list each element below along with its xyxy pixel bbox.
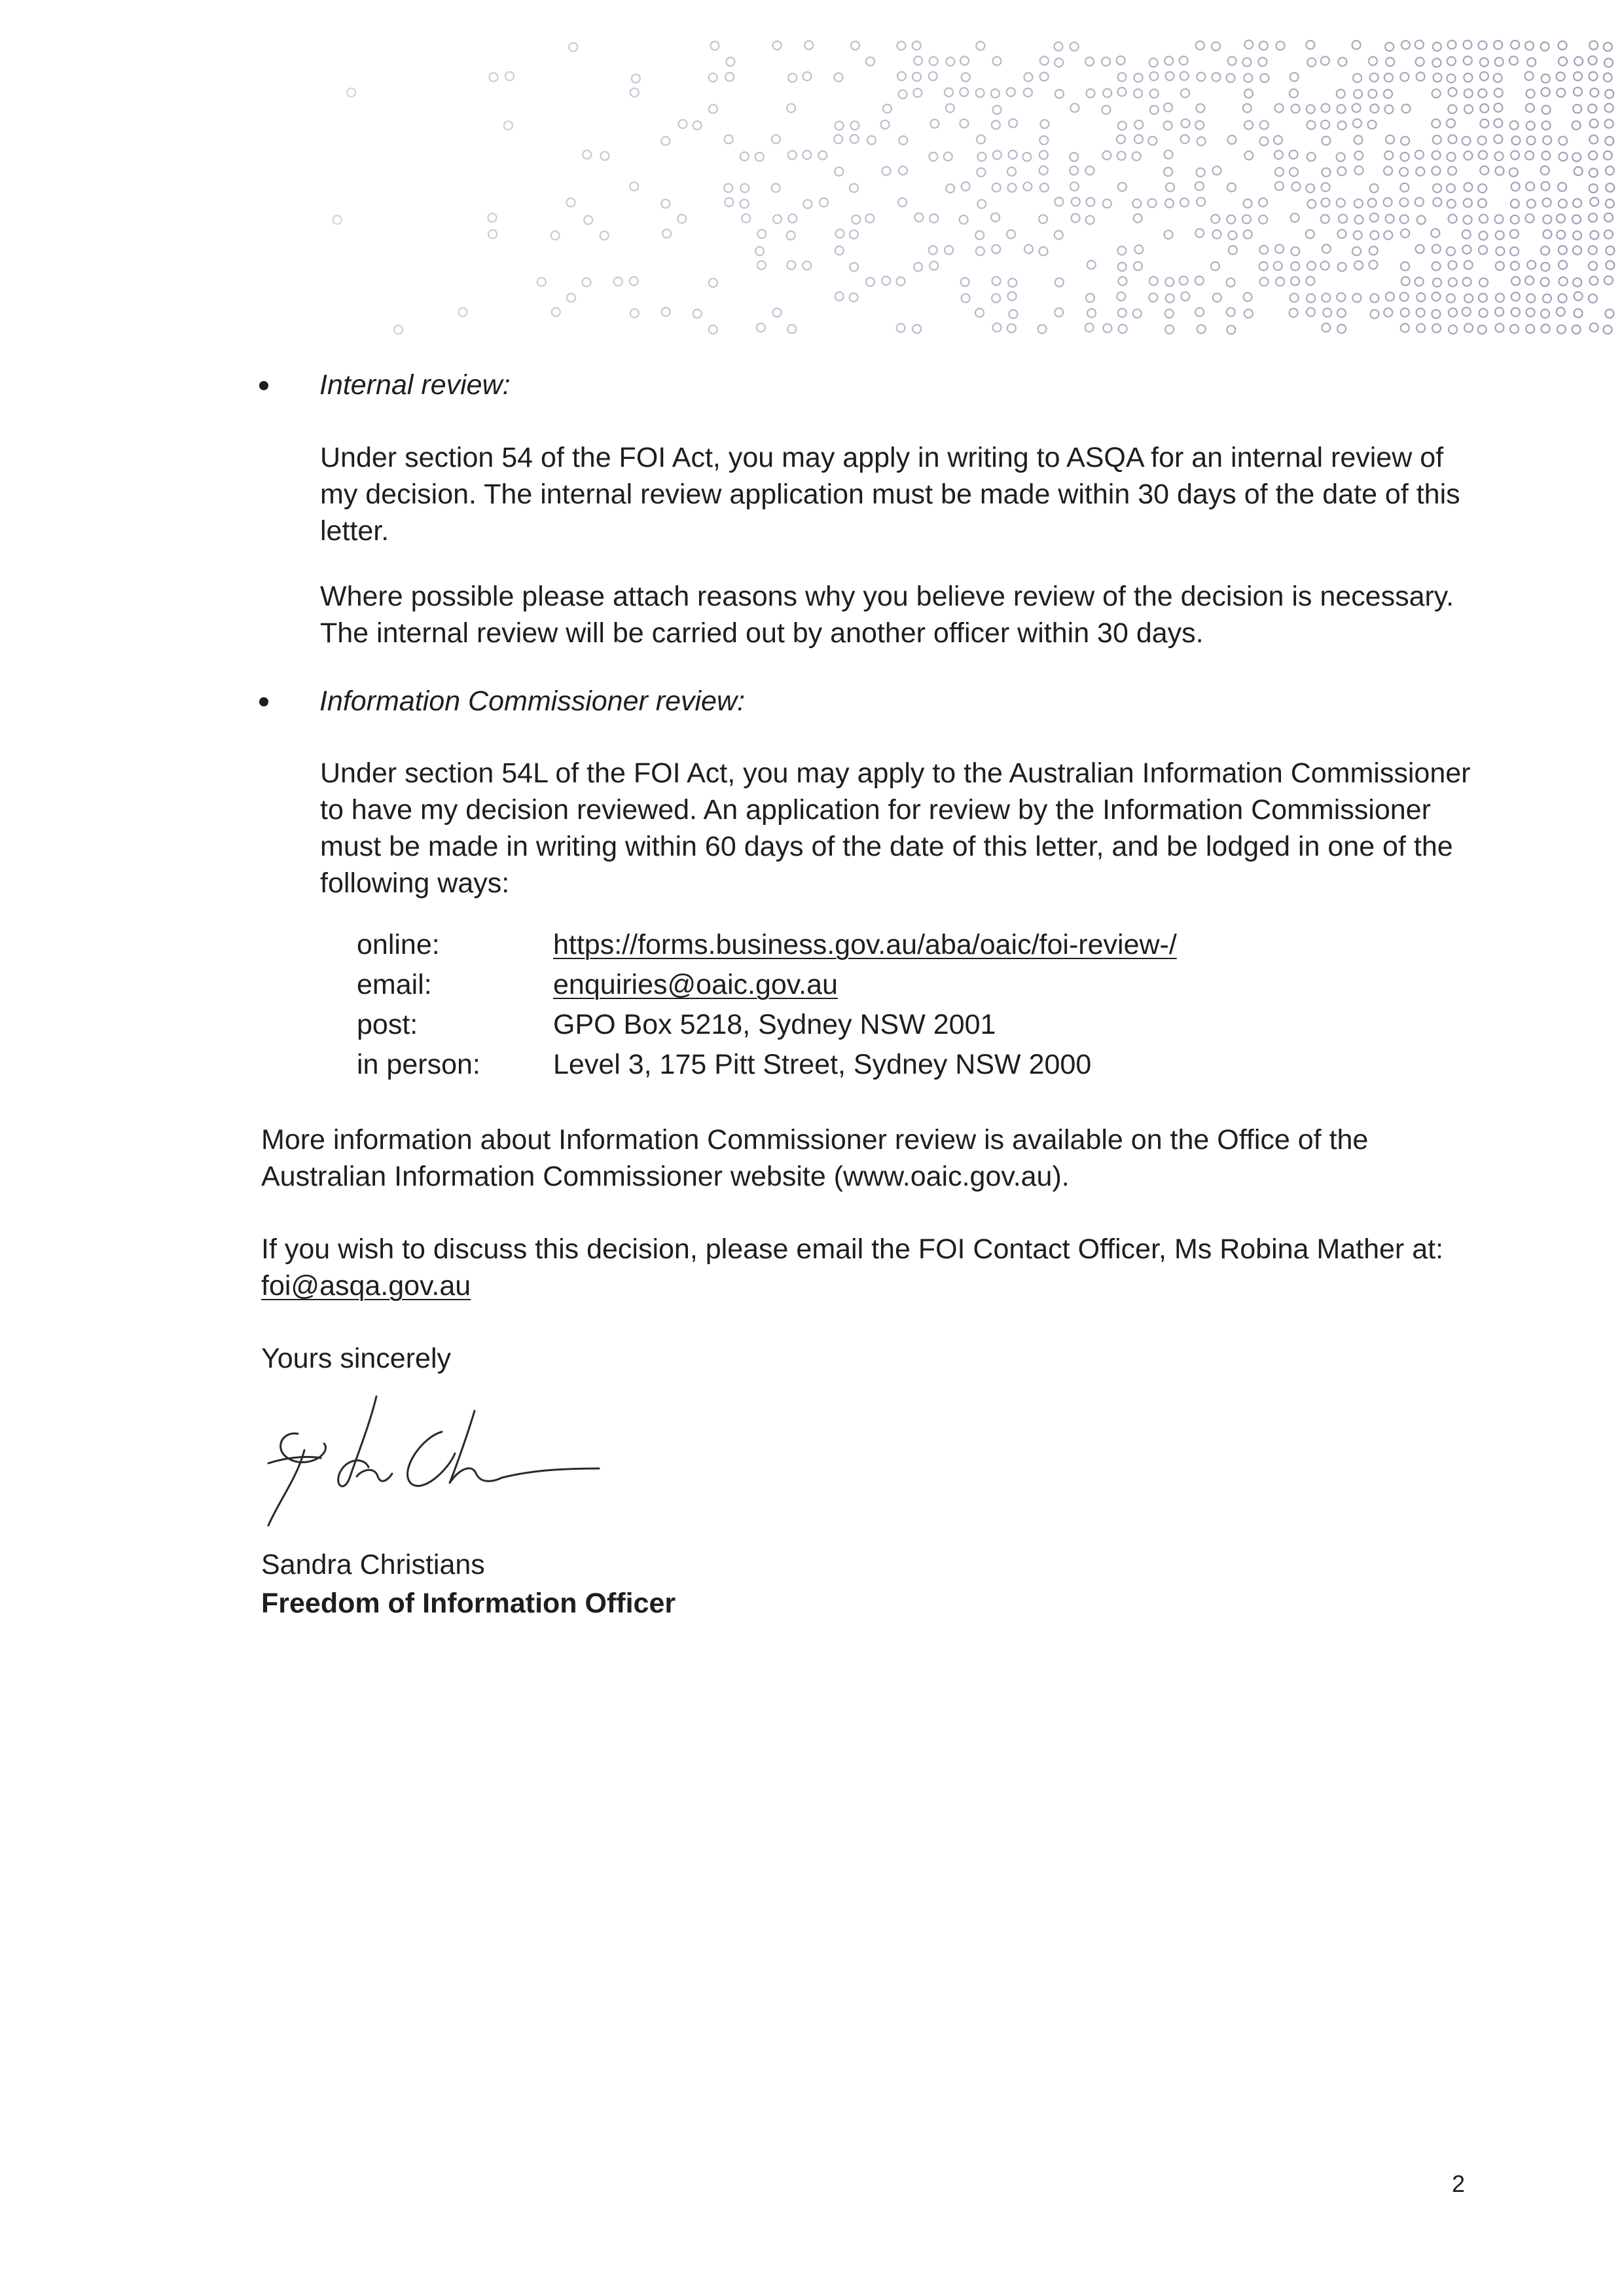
more-info-paragraph: More information about Information Commissioner review is available on the Office of the Australian Information Commissioner website (www.oaic.gov.au). [261,1124,1369,1192]
internal-review-paragraph-1: Under section 54 of the FOI Act, you may apply in writing to ASQA for an internal review of my decision. The internal review application must be made within 30 days of the date of this letter. [320,442,1460,547]
contact-row-post [357,1005,1177,1045]
contact-row-online [357,925,1177,965]
signatory-name: Sandra Christians [261,1549,485,1580]
contact-label: in person: [357,1049,480,1080]
signatory-title: Freedom of Information Officer [261,1588,676,1619]
contact-row-in-person [357,1045,1177,1085]
internal-review-paragraph-2: Where possible please attach reasons why you believe review of the decision is necessary. The internal review will be carried out by another officer within 30 days. [320,581,1454,649]
discuss-text: If you wish to discuss this decision, please email the FOI Contact Officer, Ms Robina Mather at: [261,1233,1443,1265]
internal-review-heading: Internal review: [319,369,511,401]
contact-label: online: [357,929,440,960]
oaic-online-link[interactable]: https://forms.business.gov.au/aba/oaic/foi-review-/ [553,929,1177,960]
contact-label: email: [357,969,432,1000]
handwritten-signature [259,1385,612,1542]
oaic-email-link[interactable]: enquiries@oaic.gov.au [553,969,838,1000]
foi-email-link[interactable]: foi@asqa.gov.au [261,1270,471,1302]
commissioner-review-heading: Information Commissioner review: [319,685,745,717]
bullet-icon [259,697,268,706]
contact-row-email [357,965,1177,1005]
contact-value: Level 3, 175 Pitt Street, Sydney NSW 2000 [553,1049,1092,1080]
contact-value: GPO Box 5218, Sydney NSW 2001 [553,1009,996,1040]
decorative-dot-pattern [236,39,1623,340]
closing-salutation: Yours sincerely [261,1343,451,1374]
discuss-paragraph [261,1231,1479,1304]
contact-methods-list [357,925,1177,1085]
page-number: 2 [1452,2170,1466,2197]
commissioner-review-paragraph: Under section 54L of the FOI Act, you may apply to the Australian Information Commissioner to have my decision reviewed. An application for review by the Information Commissioner must be made in writing within 60 days of the date of this letter, and be lodged in one of the following ways: [320,757,1471,899]
contact-label: post: [357,1009,418,1040]
bullet-icon [259,381,268,390]
